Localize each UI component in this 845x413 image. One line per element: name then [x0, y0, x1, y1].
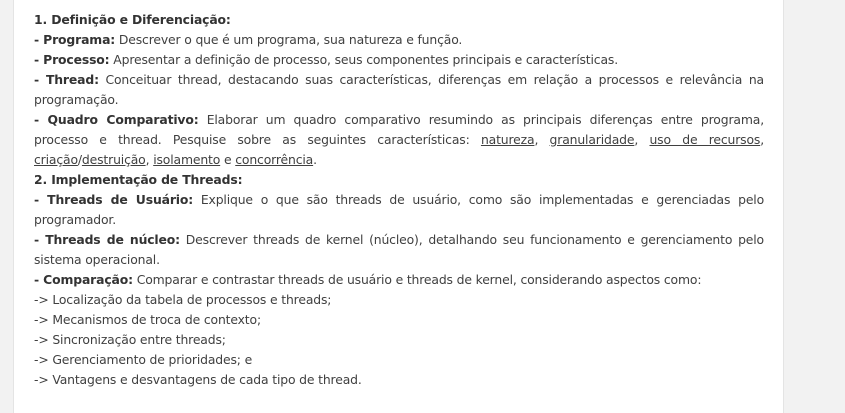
- item-processo-label: - Processo:: [34, 52, 110, 67]
- aspect-item: -> Gerenciamento de prioridades; e: [34, 352, 253, 367]
- aspect-item: -> Mecanismos de troca de contexto;: [34, 312, 261, 327]
- aspect-item: -> Localização da tabela de processos e threads;: [34, 292, 332, 307]
- item-threads-usuario: [34, 190, 764, 230]
- term-criacao: criação: [34, 152, 78, 167]
- item-quadro-text: Elaborar um quadro comparativo resumindo as principais diferenças entre programa, processo e thread. Pesquise sobre as seguintes características:: [34, 112, 764, 147]
- item-usuario-text: Explique o que são threads de usuário, como são implementadas e gerenciadas pelo programador.: [34, 192, 765, 227]
- aspect-item: -> Sincronização entre threads;: [34, 332, 226, 347]
- item-thread-label: - Thread:: [34, 72, 99, 87]
- section-1-title: 1. Definição e Diferenciação:: [34, 12, 231, 27]
- item-comparacao: [34, 270, 764, 290]
- document-panel: [13, 0, 784, 413]
- term-natureza: natureza: [480, 132, 535, 147]
- item-nucleo-text: Descrever threads de kernel (núcleo), detalhando seu funcionamento e gerenciamento pelo sistema operacional.: [34, 232, 764, 267]
- item-processo-text: Apresentar a definição de processo, seus componentes principais e características.: [109, 52, 619, 67]
- item-threads-nucleo: [34, 230, 764, 270]
- document-content: [34, 10, 764, 390]
- term-destruicao: destruição: [81, 152, 146, 167]
- item-nucleo-label: - Threads de núcleo:: [34, 232, 180, 247]
- item-usuario-label: - Threads de Usuário:: [34, 192, 194, 207]
- term-isolamento: isolamento: [153, 152, 221, 167]
- item-comparacao-label: - Comparação:: [34, 272, 133, 287]
- item-processo: [34, 50, 764, 70]
- term-granularidade: granularidade: [549, 132, 635, 147]
- item-quadro-label: - Quadro Comparativo:: [34, 112, 199, 127]
- aspect-item: -> Vantagens e desvantagens de cada tipo de thread.: [34, 372, 362, 387]
- item-thread: [34, 70, 764, 110]
- section-2-title: 2. Implementação de Threads:: [34, 172, 243, 187]
- term-concorrencia: concorrência: [235, 152, 314, 167]
- item-comparacao-text: Comparar e contrastar threads de usuário e threads de kernel, considerando aspectos como:: [132, 272, 702, 287]
- term-uso-de-recursos: uso de recursos: [649, 132, 761, 147]
- item-thread-text: Conceituar thread, destacando suas características, diferenças em relação a processos e relevância na programação.: [34, 72, 764, 107]
- item-programa: [34, 30, 764, 50]
- item-programa-text: Descrever o que é um programa, sua natureza e função.: [115, 32, 463, 47]
- item-programa-label: - Programa:: [34, 32, 116, 47]
- item-quadro-comparativo: - Quadro Comparativo: Elaborar um quadro comparativo resumindo as principais diferenças entre programa, processo e thread. Pesquise sobre as seguintes características: natureza, granularidade, uso de recursos, criação/destruição, isolamento e concorrência.: [34, 112, 765, 167]
